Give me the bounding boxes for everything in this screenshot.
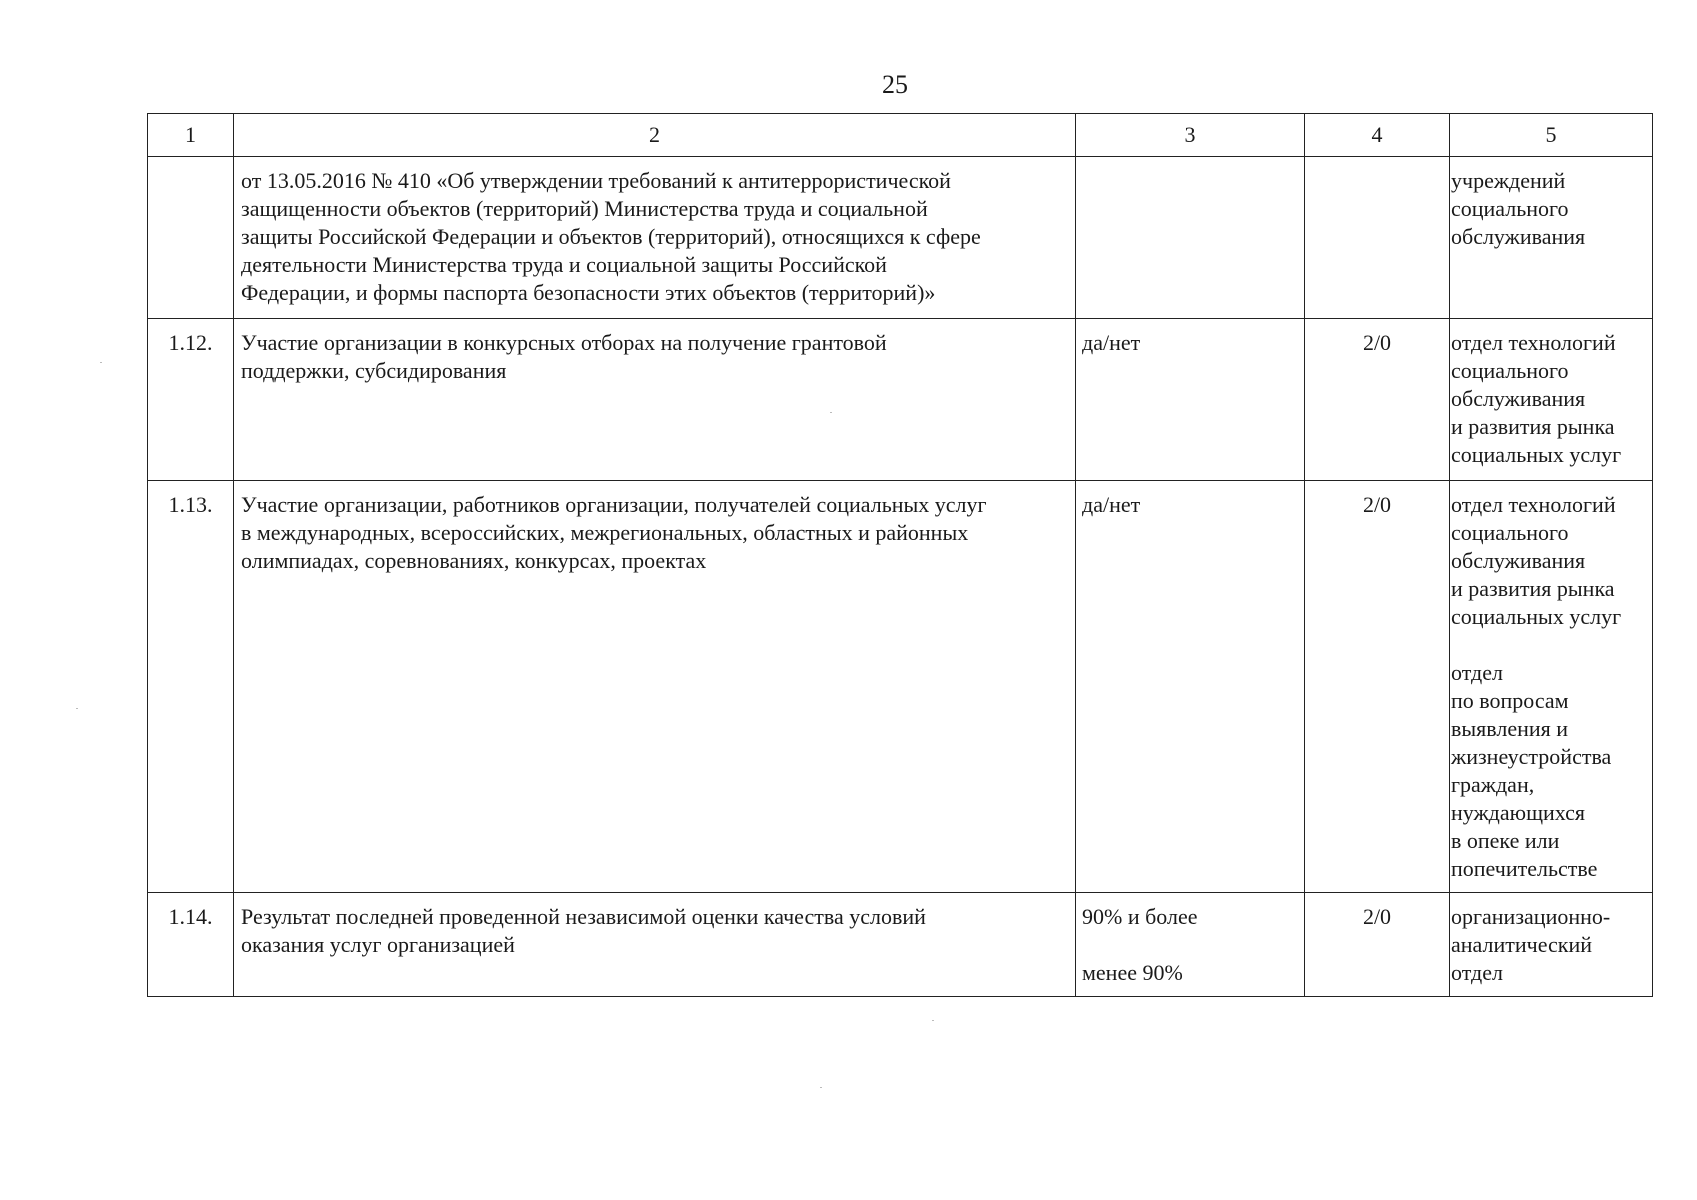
scan-speck: [830, 412, 832, 413]
row-number: 1.12.: [148, 319, 234, 481]
responsible-department: отдел технологий социального обслуживания и развития рынка социальных услуг: [1450, 319, 1653, 481]
column-header: 3: [1076, 114, 1305, 157]
column-header: 5: [1450, 114, 1653, 157]
column-header: 2: [234, 114, 1076, 157]
criterion-score: 2/0: [1305, 893, 1450, 997]
criterion-score: 2/0: [1305, 319, 1450, 481]
criteria-table: [147, 113, 1653, 997]
table-row: [148, 893, 1653, 997]
scan-speck: [932, 1020, 934, 1021]
table-header-row: [148, 114, 1653, 157]
row-number: 1.13.: [148, 481, 234, 893]
criterion-value: 90% и более менее 90%: [1076, 893, 1305, 997]
scan-speck: [820, 1087, 822, 1088]
criterion-score: [1305, 157, 1450, 319]
column-header: 4: [1305, 114, 1450, 157]
criterion-value: да/нет: [1076, 319, 1305, 481]
responsible-department: организационно- аналитический отдел: [1450, 893, 1653, 997]
table-row: [148, 319, 1653, 481]
scan-speck: [76, 708, 78, 709]
responsible-department: отдел технологий социального обслуживания и развития рынка социальных услуг отдел по вопросам выявления и жизнеустройства граждан, нуждающихся в опеке или попечительстве: [1450, 481, 1653, 893]
table-row: [148, 157, 1653, 319]
scan-speck: [100, 362, 102, 363]
criterion-text: от 13.05.2016 № 410 «Об утверждении требований к антитеррористической защищенности объектов (территорий) Министерства труда и социальной защиты Российской Федерации и объектов (территорий), относящихся к сфере деятельности Министерства труда и социальной защиты Российской Федерации, и формы паспорта безопасности этих объектов (территорий)»: [234, 157, 1076, 319]
column-header: 1: [148, 114, 234, 157]
criterion-value: [1076, 157, 1305, 319]
row-number: [148, 157, 234, 319]
row-number: 1.14.: [148, 893, 234, 997]
page-number: 25: [882, 70, 908, 99]
responsible-department: учреждений социального обслуживания: [1450, 157, 1653, 319]
criterion-text: Результат последней проведенной независимой оценки качества условий оказания услуг организацией: [234, 893, 1076, 997]
criterion-text: Участие организации в конкурсных отборах на получение грантовой поддержки, субсидирования: [234, 319, 1076, 481]
criterion-text: Участие организации, работников организации, получателей социальных услуг в международных, всероссийских, межрегиональных, областных и районных олимпиадах, соревнованиях, конкурсах, проектах: [234, 481, 1076, 893]
criterion-score: 2/0: [1305, 481, 1450, 893]
criterion-value: да/нет: [1076, 481, 1305, 893]
table-row: [148, 481, 1653, 893]
